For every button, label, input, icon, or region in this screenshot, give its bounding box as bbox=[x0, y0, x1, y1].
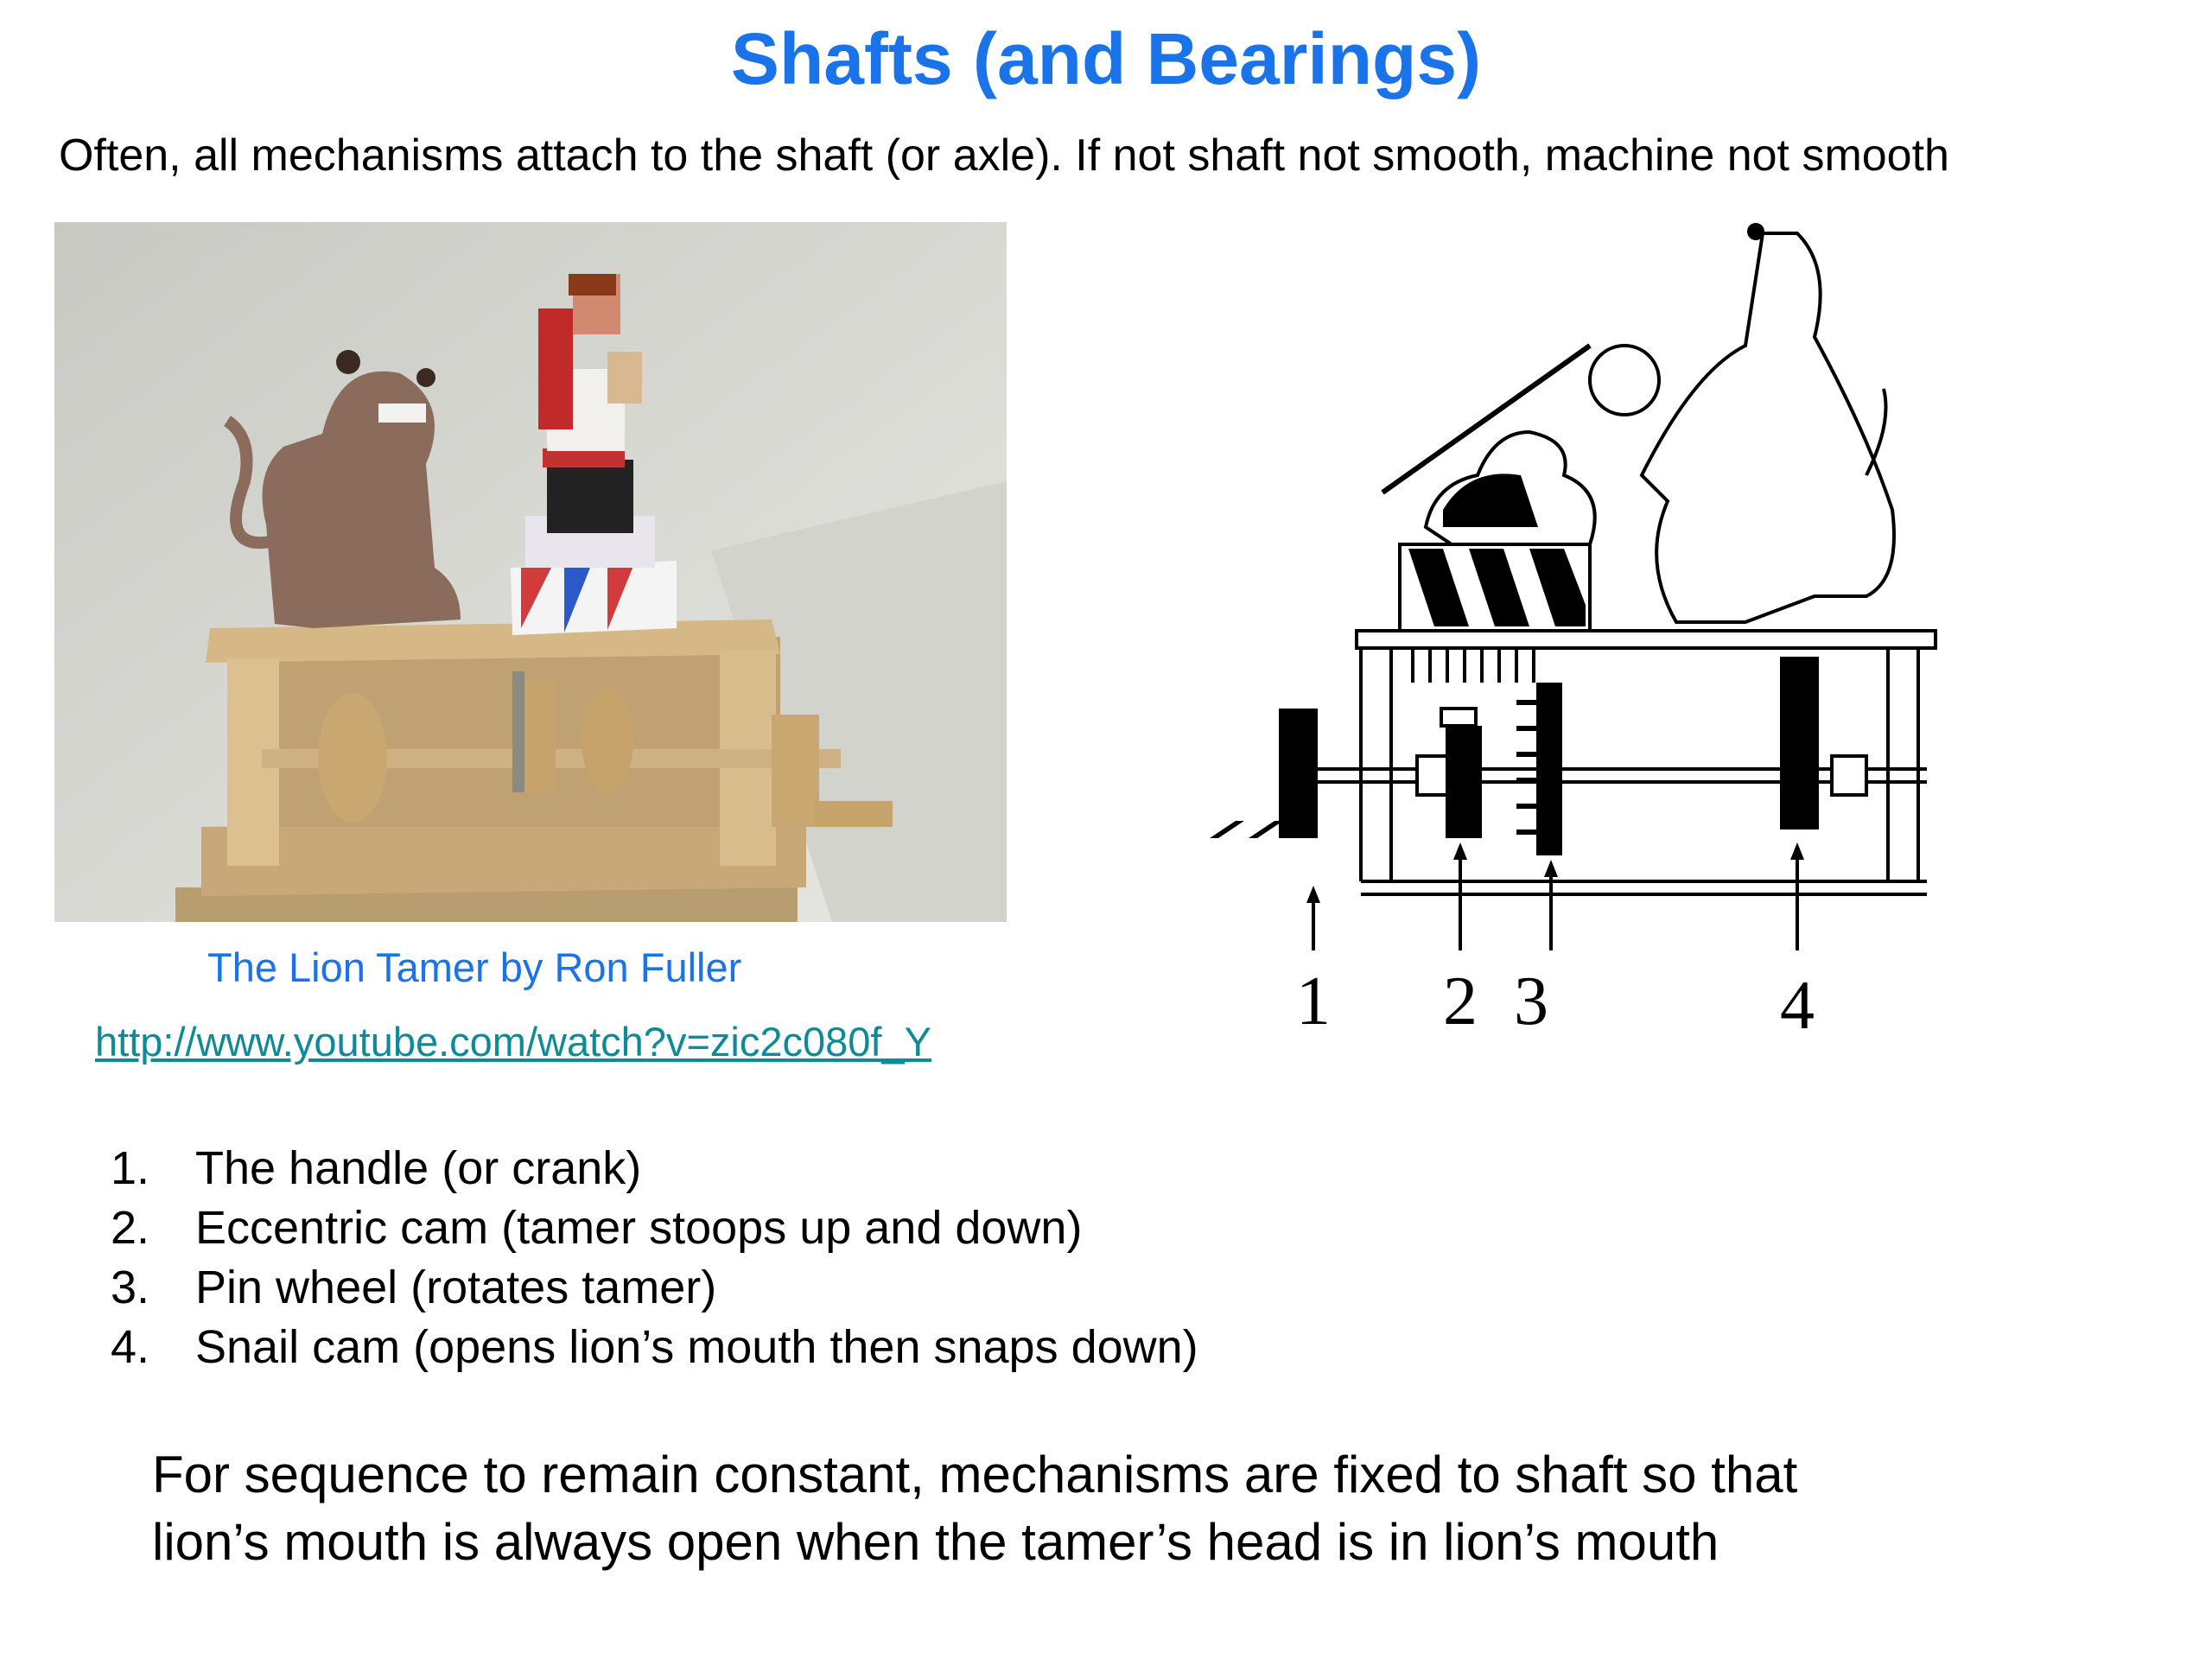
lion-tamer-photo bbox=[54, 222, 1007, 922]
slide-subtitle: Often, all mechanisms attach to the shaft (or axle). If not shaft not smooth, machine not smooth bbox=[59, 130, 1949, 181]
note-line: lion’s mouth is always open when the tamer’s head is in lion’s mouth bbox=[152, 1513, 1719, 1571]
diagram-label-4: 4 bbox=[1780, 968, 1815, 1044]
list-item bbox=[111, 1258, 1198, 1318]
list-item bbox=[111, 1198, 1198, 1258]
conclusion-note bbox=[152, 1441, 1797, 1576]
diagram-label-3: 3 bbox=[1514, 963, 1548, 1039]
diagram-label-1: 1 bbox=[1296, 963, 1331, 1039]
list-item bbox=[111, 1318, 1198, 1377]
youtube-link[interactable]: http://www.youtube.com/watch?v=zic2c080f_Y bbox=[95, 1019, 931, 1065]
note-line: For sequence to remain constant, mechanisms are fixed to shaft so that bbox=[152, 1446, 1798, 1503]
list-item-number: 3. bbox=[111, 1262, 150, 1313]
list-item bbox=[111, 1139, 1198, 1198]
parts-list bbox=[111, 1139, 1198, 1377]
list-item-number: 1. bbox=[111, 1142, 150, 1194]
mechanism-diagram bbox=[1210, 216, 1970, 1063]
list-item-text: Eccentric cam (tamer stoops up and down) bbox=[195, 1202, 1083, 1254]
list-item-text: Pin wheel (rotates tamer) bbox=[195, 1262, 717, 1313]
list-item-text: Snail cam (opens lion’s mouth then snaps down) bbox=[195, 1321, 1198, 1373]
diagram-label-2: 2 bbox=[1443, 963, 1478, 1039]
slide-title: Shafts (and Bearings) bbox=[730, 18, 1482, 99]
list-item-number: 2. bbox=[111, 1202, 150, 1254]
list-item-number: 4. bbox=[111, 1321, 150, 1373]
list-item-text: The handle (or crank) bbox=[195, 1142, 642, 1194]
photo-caption: The Lion Tamer by Ron Fuller bbox=[207, 944, 742, 990]
